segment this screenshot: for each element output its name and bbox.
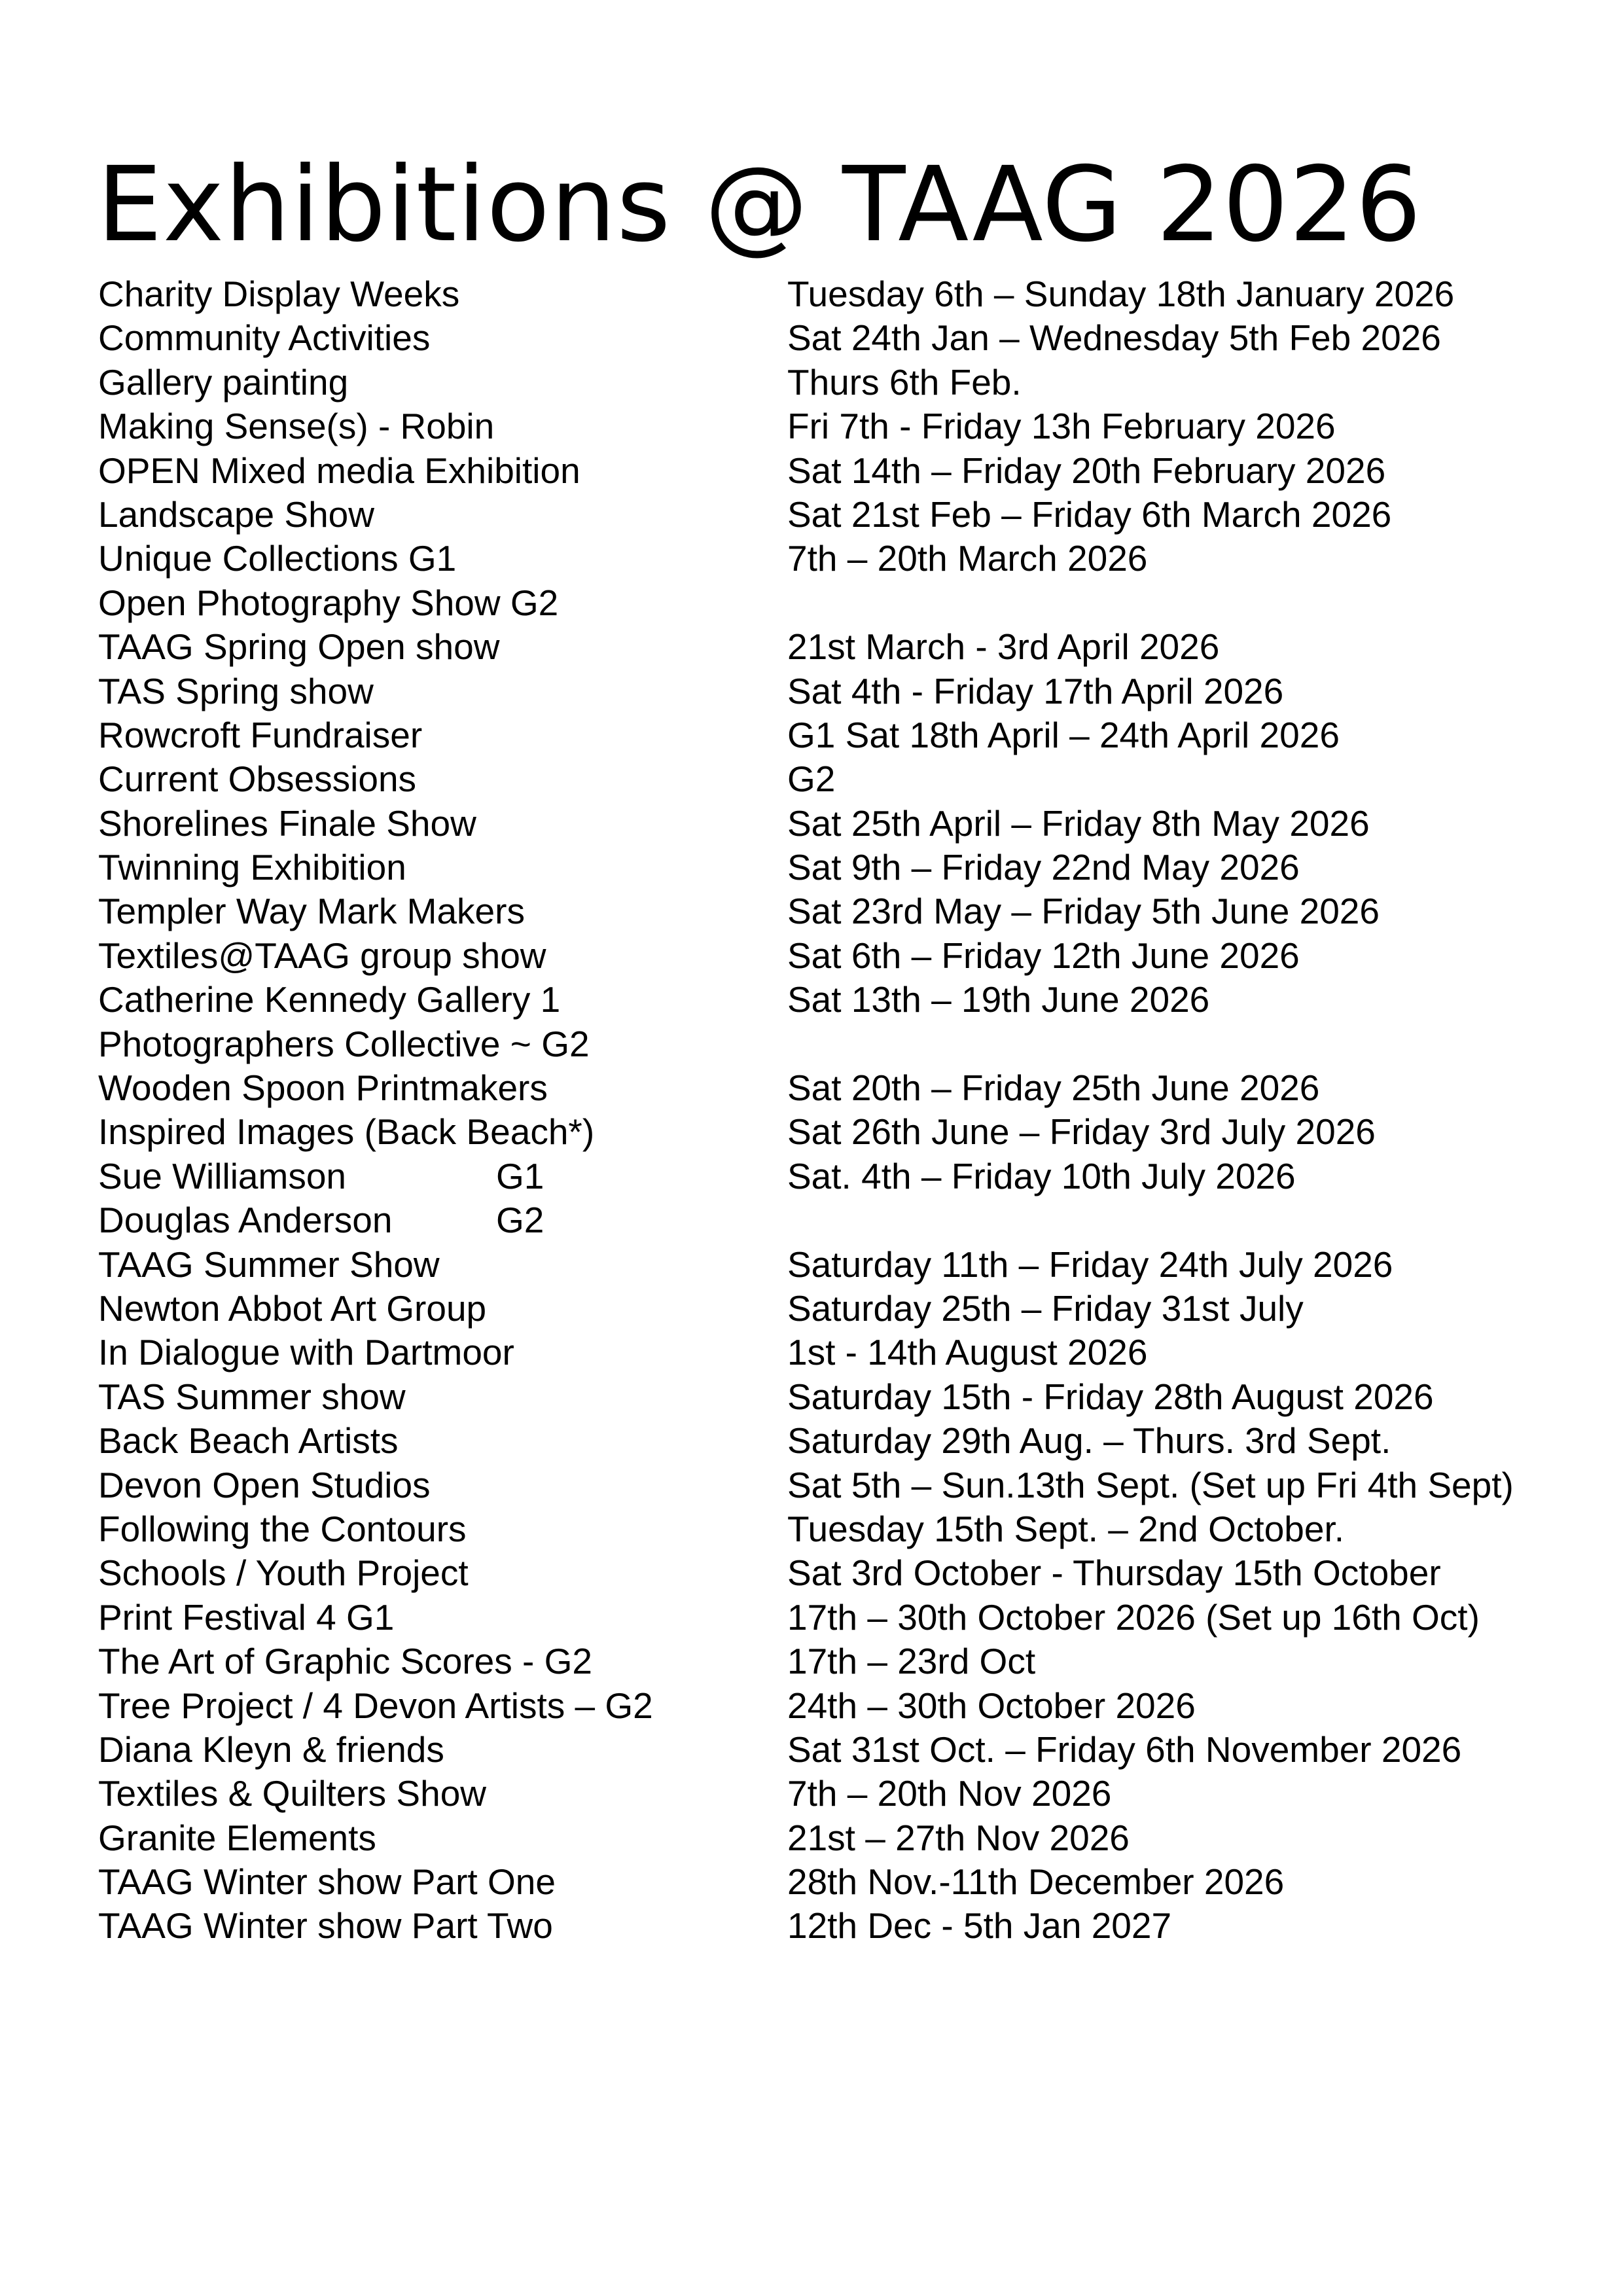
exhibition-dates: 21st March - 3rd April 2026: [787, 626, 1220, 668]
schedule-row: [98, 1331, 1603, 1374]
schedule-row: [98, 1596, 1603, 1640]
exhibition-name: OPEN Mixed media Exhibition: [98, 450, 580, 491]
gallery-tag: G1: [496, 1155, 544, 1196]
page-title: Exhibitions @ TAAG 2026: [97, 145, 1422, 265]
schedule-row: [98, 581, 1603, 625]
exhibition-dates: Sat 24th Jan – Wednesday 5th Feb 2026: [787, 317, 1441, 359]
schedule-row: [98, 1198, 1603, 1242]
exhibition-name: Gallery painting: [98, 361, 349, 403]
schedule-row: [98, 1772, 1603, 1816]
schedule-row: [98, 1375, 1603, 1419]
exhibition-name: Templer Way Mark Makers: [98, 891, 525, 932]
schedule-row: [98, 1684, 1603, 1728]
exhibition-dates: Sat 31st Oct. – Friday 6th November 2026: [787, 1729, 1462, 1770]
exhibition-dates: Saturday 29th Aug. – Thurs. 3rd Sept.: [787, 1420, 1391, 1462]
exhibition-name: Open Photography Show G2: [98, 582, 559, 623]
schedule-row: [98, 1243, 1603, 1287]
exhibition-name: Granite Elements: [98, 1817, 376, 1858]
exhibition-name: Douglas Anderson: [98, 1200, 393, 1241]
schedule-row: [98, 1551, 1603, 1595]
exhibition-dates: Thurs 6th Feb.: [787, 361, 1022, 403]
exhibition-dates: Saturday 25th – Friday 31st July: [787, 1287, 1304, 1329]
schedule-row: [98, 493, 1603, 537]
schedule-row: [98, 1507, 1603, 1551]
schedule-row: [98, 449, 1603, 493]
schedule-row: [98, 1419, 1603, 1463]
exhibition-name: TAAG Winter show Part Two: [98, 1905, 553, 1946]
exhibition-dates: Sat 21st Feb – Friday 6th March 2026: [787, 493, 1392, 535]
exhibition-dates: Sat 9th – Friday 22nd May 2026: [787, 847, 1300, 888]
schedule-row: [98, 846, 1603, 889]
exhibition-dates: Sat 6th – Friday 12th June 2026: [787, 935, 1300, 976]
exhibition-dates: Sat 13th – 19th June 2026: [787, 979, 1210, 1020]
schedule-row: [98, 1904, 1603, 1948]
exhibition-name: Wooden Spoon Printmakers: [98, 1067, 548, 1109]
schedule-row: [98, 1110, 1603, 1154]
exhibition-name: TAAG Spring Open show: [98, 626, 500, 668]
exhibition-dates: Saturday 15th - Friday 28th August 2026: [787, 1376, 1434, 1417]
exhibition-name: Current Obsessions: [98, 759, 417, 800]
exhibition-name: Making Sense(s) - Robin: [98, 406, 495, 447]
exhibition-name: TAAG Winter show Part One: [98, 1861, 556, 1903]
exhibition-name: Tree Project / 4 Devon Artists – G2: [98, 1685, 653, 1726]
exhibition-name: Photographers Collective ~ G2: [98, 1023, 590, 1064]
exhibition-name: Unique Collections G1: [98, 538, 457, 579]
exhibition-dates: Sat 23rd May – Friday 5th June 2026: [787, 891, 1380, 932]
schedule-row: [98, 625, 1603, 669]
exhibition-dates: Sat 5th – Sun.13th Sept. (Set up Fri 4th Sept): [787, 1464, 1514, 1505]
exhibition-name: Landscape Show: [98, 493, 374, 535]
exhibition-dates: 7th – 20th March 2026: [787, 538, 1148, 579]
exhibition-name: Print Festival 4 G1: [98, 1596, 395, 1638]
schedule-row: [98, 670, 1603, 713]
schedule-row: [98, 537, 1603, 581]
exhibition-dates: 1st - 14th August 2026: [787, 1332, 1148, 1373]
schedule-row: [98, 713, 1603, 757]
schedule-row: [98, 1728, 1603, 1772]
exhibition-dates: Sat. 4th – Friday 10th July 2026: [787, 1155, 1296, 1196]
exhibition-name: In Dialogue with Dartmoor: [98, 1332, 514, 1373]
schedule-row: [98, 757, 1603, 801]
exhibition-name: Devon Open Studios: [98, 1464, 431, 1505]
exhibition-dates: Fri 7th - Friday 13h February 2026: [787, 406, 1336, 447]
exhibition-dates: 24th – 30th October 2026: [787, 1685, 1196, 1726]
exhibition-name: Rowcroft Fundraiser: [98, 714, 423, 755]
exhibition-name: The Art of Graphic Scores - G2: [98, 1641, 593, 1682]
exhibition-name: TAS Summer show: [98, 1376, 406, 1417]
schedule-row: [98, 316, 1603, 360]
schedule-row: [98, 1860, 1603, 1904]
exhibition-schedule: [98, 272, 1603, 1948]
exhibition-dates: Saturday 11th – Friday 24th July 2026: [787, 1244, 1393, 1285]
exhibition-name: Sue Williamson: [98, 1155, 347, 1196]
exhibition-name: Newton Abbot Art Group: [98, 1287, 487, 1329]
exhibition-dates: 28th Nov.-11th December 2026: [787, 1861, 1285, 1903]
exhibition-name: Following the Contours: [98, 1508, 467, 1549]
exhibition-dates: Sat 26th June – Friday 3rd July 2026: [787, 1111, 1376, 1153]
exhibition-dates: 17th – 30th October 2026 (Set up 16th Oct): [787, 1596, 1480, 1638]
schedule-row: [98, 1155, 1603, 1198]
exhibition-dates: Sat 25th April – Friday 8th May 2026: [787, 802, 1370, 844]
schedule-row: [98, 1640, 1603, 1683]
schedule-row: [98, 889, 1603, 933]
exhibition-name: Back Beach Artists: [98, 1420, 399, 1462]
exhibition-name: Twinning Exhibition: [98, 847, 406, 888]
exhibition-dates: Tuesday 6th – Sunday 18th January 2026: [787, 274, 1455, 314]
exhibition-name: Textiles@TAAG group show: [98, 935, 546, 976]
exhibition-name: Textiles & Quilters Show: [98, 1773, 486, 1814]
exhibition-dates: Sat 14th – Friday 20th February 2026: [787, 450, 1386, 491]
schedule-row: [98, 1816, 1603, 1860]
exhibition-name: Shorelines Finale Show: [98, 802, 476, 844]
exhibition-name: Catherine Kennedy Gallery 1: [98, 979, 561, 1020]
schedule-row: [98, 1287, 1603, 1331]
schedule-row: [98, 802, 1603, 846]
exhibition-name: TAAG Summer Show: [98, 1244, 440, 1285]
exhibition-dates: Sat 4th - Friday 17th April 2026: [787, 670, 1284, 711]
schedule-row: [98, 361, 1603, 404]
gallery-tag: G2: [496, 1200, 544, 1241]
exhibition-name: Inspired Images (Back Beach*): [98, 1111, 595, 1153]
exhibition-dates: Tuesday 15th Sept. – 2nd October.: [787, 1508, 1345, 1549]
exhibition-dates: 17th – 23rd Oct: [787, 1641, 1036, 1682]
schedule-row: [98, 1066, 1603, 1110]
schedule-row: [98, 1463, 1603, 1507]
schedule-row: [98, 978, 1603, 1022]
schedule-row: [98, 404, 1603, 448]
exhibition-name: TAS Spring show: [98, 670, 374, 711]
exhibition-dates: Sat 3rd October - Thursday 15th October: [787, 1552, 1441, 1594]
exhibition-dates: 7th – 20th Nov 2026: [787, 1773, 1112, 1814]
exhibition-dates: G1 Sat 18th April – 24th April 2026: [787, 714, 1340, 755]
schedule-row: [98, 1022, 1603, 1066]
exhibition-dates: 12th Dec - 5th Jan 2027: [787, 1905, 1172, 1946]
schedule-row: [98, 934, 1603, 978]
exhibition-name: Charity Display Weeks: [98, 274, 460, 314]
schedule-row: [98, 272, 1603, 316]
exhibition-name: Community Activities: [98, 317, 431, 359]
exhibition-dates: 21st – 27th Nov 2026: [787, 1817, 1130, 1858]
exhibition-name: Diana Kleyn & friends: [98, 1729, 444, 1770]
exhibition-dates: G2: [787, 759, 836, 800]
exhibition-dates: Sat 20th – Friday 25th June 2026: [787, 1067, 1320, 1109]
exhibition-name: Schools / Youth Project: [98, 1552, 469, 1594]
